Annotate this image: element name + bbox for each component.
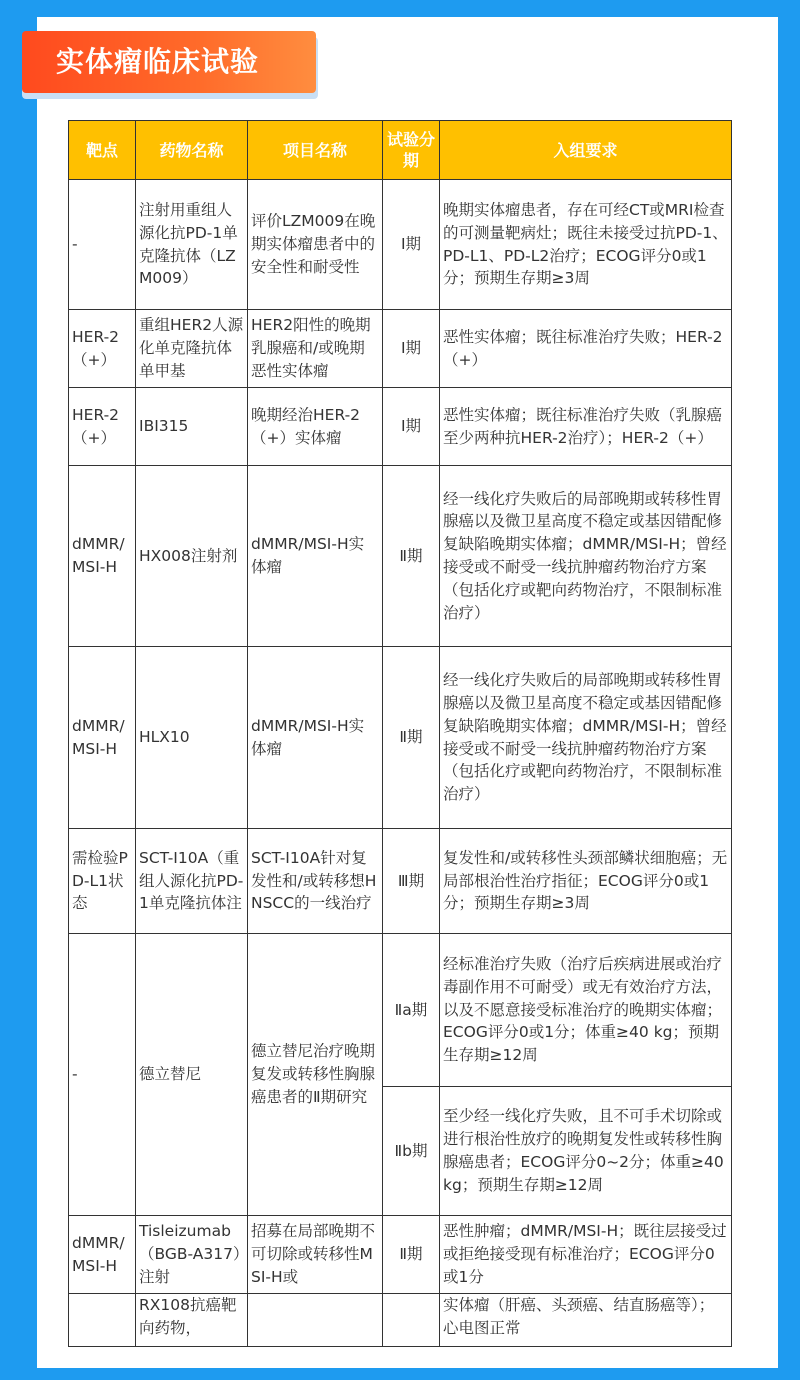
table-row	[69, 1216, 732, 1294]
cell-project: dMMR/MSI-H实体瘤	[248, 647, 383, 829]
header-criteria: 入组要求	[440, 121, 732, 180]
cell-drug: SCT-I10A（重组人源化抗PD-1单克隆抗体注	[136, 829, 248, 934]
cell-criteria: 至少经一线化疗失败，且不可手术切除或进行根治性放疗的晚期复发性或转移性胸腺癌患者；ECOG评分0~2分；体重≥40 kg；预期生存期≥12周	[440, 1087, 732, 1216]
cell-phase: Ⅰ期	[383, 388, 440, 466]
cell-phase: Ⅱb期	[383, 1087, 440, 1216]
table-row	[69, 829, 732, 934]
cell-phase: Ⅱ期	[383, 1216, 440, 1294]
cell-drug: 重组HER2人源化单克隆抗体单甲基	[136, 310, 248, 388]
cell-target	[69, 1294, 136, 1347]
cell-target: dMMR/MSI-H	[69, 466, 136, 647]
cell-drug: HLX10	[136, 647, 248, 829]
cell-project	[248, 1294, 383, 1347]
cell-criteria: 实体瘤（肝癌、头颈癌、结直肠癌等）；心电图正常	[440, 1294, 732, 1347]
cell-drug: Tisleizumab（BGB-A317）注射	[136, 1216, 248, 1294]
cell-criteria: 恶性实体瘤；既往标准治疗失败；HER-2（+）	[440, 310, 732, 388]
cell-drug: HX008注射剂	[136, 466, 248, 647]
header-target: 靶点	[69, 121, 136, 180]
cell-phase: Ⅱ期	[383, 647, 440, 829]
cell-criteria: 复发性和/或转移性头颈部鳞状细胞癌；无局部根治性治疗指征；ECOG评分0或1分；预期生存期≥3周	[440, 829, 732, 934]
cell-phase: Ⅲ期	[383, 829, 440, 934]
cell-phase	[383, 1294, 440, 1347]
cell-target: dMMR/MSI-H	[69, 647, 136, 829]
table-row	[69, 310, 732, 388]
cell-criteria: 经一线化疗失败后的局部晚期或转移性胃腺癌以及微卫星高度不稳定或基因错配修复缺陷晚期实体瘤；dMMR/MSI-H；曾经接受或不耐受一线抗肿瘤药物治疗方案（包括化疗或靶向药物治疗，不限制标准治疗）	[440, 466, 732, 647]
header-drug: 药物名称	[136, 121, 248, 180]
section-title: 实体瘤临床试验	[22, 31, 316, 93]
header-project: 项目名称	[248, 121, 383, 180]
table-row	[69, 180, 732, 310]
cell-phase: Ⅰ期	[383, 310, 440, 388]
cell-phase: Ⅱ期	[383, 466, 440, 647]
cell-target: dMMR/MSI-H	[69, 1216, 136, 1294]
cell-project: dMMR/MSI-H实体瘤	[248, 466, 383, 647]
cell-criteria: 经一线化疗失败后的局部晚期或转移性胃腺癌以及微卫星高度不稳定或基因错配修复缺陷晚期实体瘤；dMMR/MSI-H；曾经接受或不耐受一线抗肿瘤药物治疗方案（包括化疗或靶向药物治疗，不限制标准治疗）	[440, 647, 732, 829]
cell-drug: IBI315	[136, 388, 248, 466]
cell-project: 评价LZM009在晚期实体瘤患者中的安全性和耐受性	[248, 180, 383, 310]
header-phase: 试验分期	[383, 121, 440, 180]
cell-project: HER2阳性的晚期乳腺癌和/或晚期恶性实体瘤	[248, 310, 383, 388]
cell-target: -	[69, 180, 136, 310]
table-row	[69, 934, 732, 1087]
table-row	[69, 647, 732, 829]
cell-drug: 德立替尼	[136, 934, 248, 1216]
cell-criteria: 恶性肿瘤；dMMR/MSI-H；既往层接受过或拒绝接受现有标准治疗；ECOG评分0或1分	[440, 1216, 732, 1294]
cell-phase: Ⅱa期	[383, 934, 440, 1087]
cell-target: HER-2（+）	[69, 310, 136, 388]
table-row	[69, 466, 732, 647]
cell-target: -	[69, 934, 136, 1216]
cell-criteria: 恶性实体瘤；既往标准治疗失败（乳腺癌至少两种抗HER-2治疗）；HER-2（+）	[440, 388, 732, 466]
cell-project: 招募在局部晚期不可切除或转移性MSI-H或	[248, 1216, 383, 1294]
cell-drug: RX108抗癌靶向药物，	[136, 1294, 248, 1347]
cell-criteria: 经标准治疗失败（治疗后疾病进展或治疗毒副作用不可耐受）或无有效治疗方法，以及不愿意接受标准治疗的晚期实体瘤；ECOG评分0或1分；体重≥40 kg；预期生存期≥12周	[440, 934, 732, 1087]
cell-drug: 注射用重组人源化抗PD-1单克隆抗体（LZM009）	[136, 180, 248, 310]
cell-phase: Ⅰ期	[383, 180, 440, 310]
cell-criteria: 晚期实体瘤患者，存在可经CT或MRI检查的可测量靶病灶；既往未接受过抗PD-1、PD-L1、PD-L2治疗；ECOG评分0或1分；预期生存期≥3周	[440, 180, 732, 310]
table-row	[69, 388, 732, 466]
table-row	[69, 1294, 732, 1347]
cell-project: SCT-I10A针对复发性和/或转移想HNSCC的一线治疗	[248, 829, 383, 934]
cell-project: 德立替尼治疗晚期复发或转移性胸腺癌患者的Ⅱ期研究	[248, 934, 383, 1216]
cell-target: 需检验PD-L1状态	[69, 829, 136, 934]
cell-target: HER-2（+）	[69, 388, 136, 466]
table-header-row	[69, 121, 732, 180]
cell-project: 晚期经治HER-2（+）实体瘤	[248, 388, 383, 466]
trials-table	[68, 120, 732, 1347]
